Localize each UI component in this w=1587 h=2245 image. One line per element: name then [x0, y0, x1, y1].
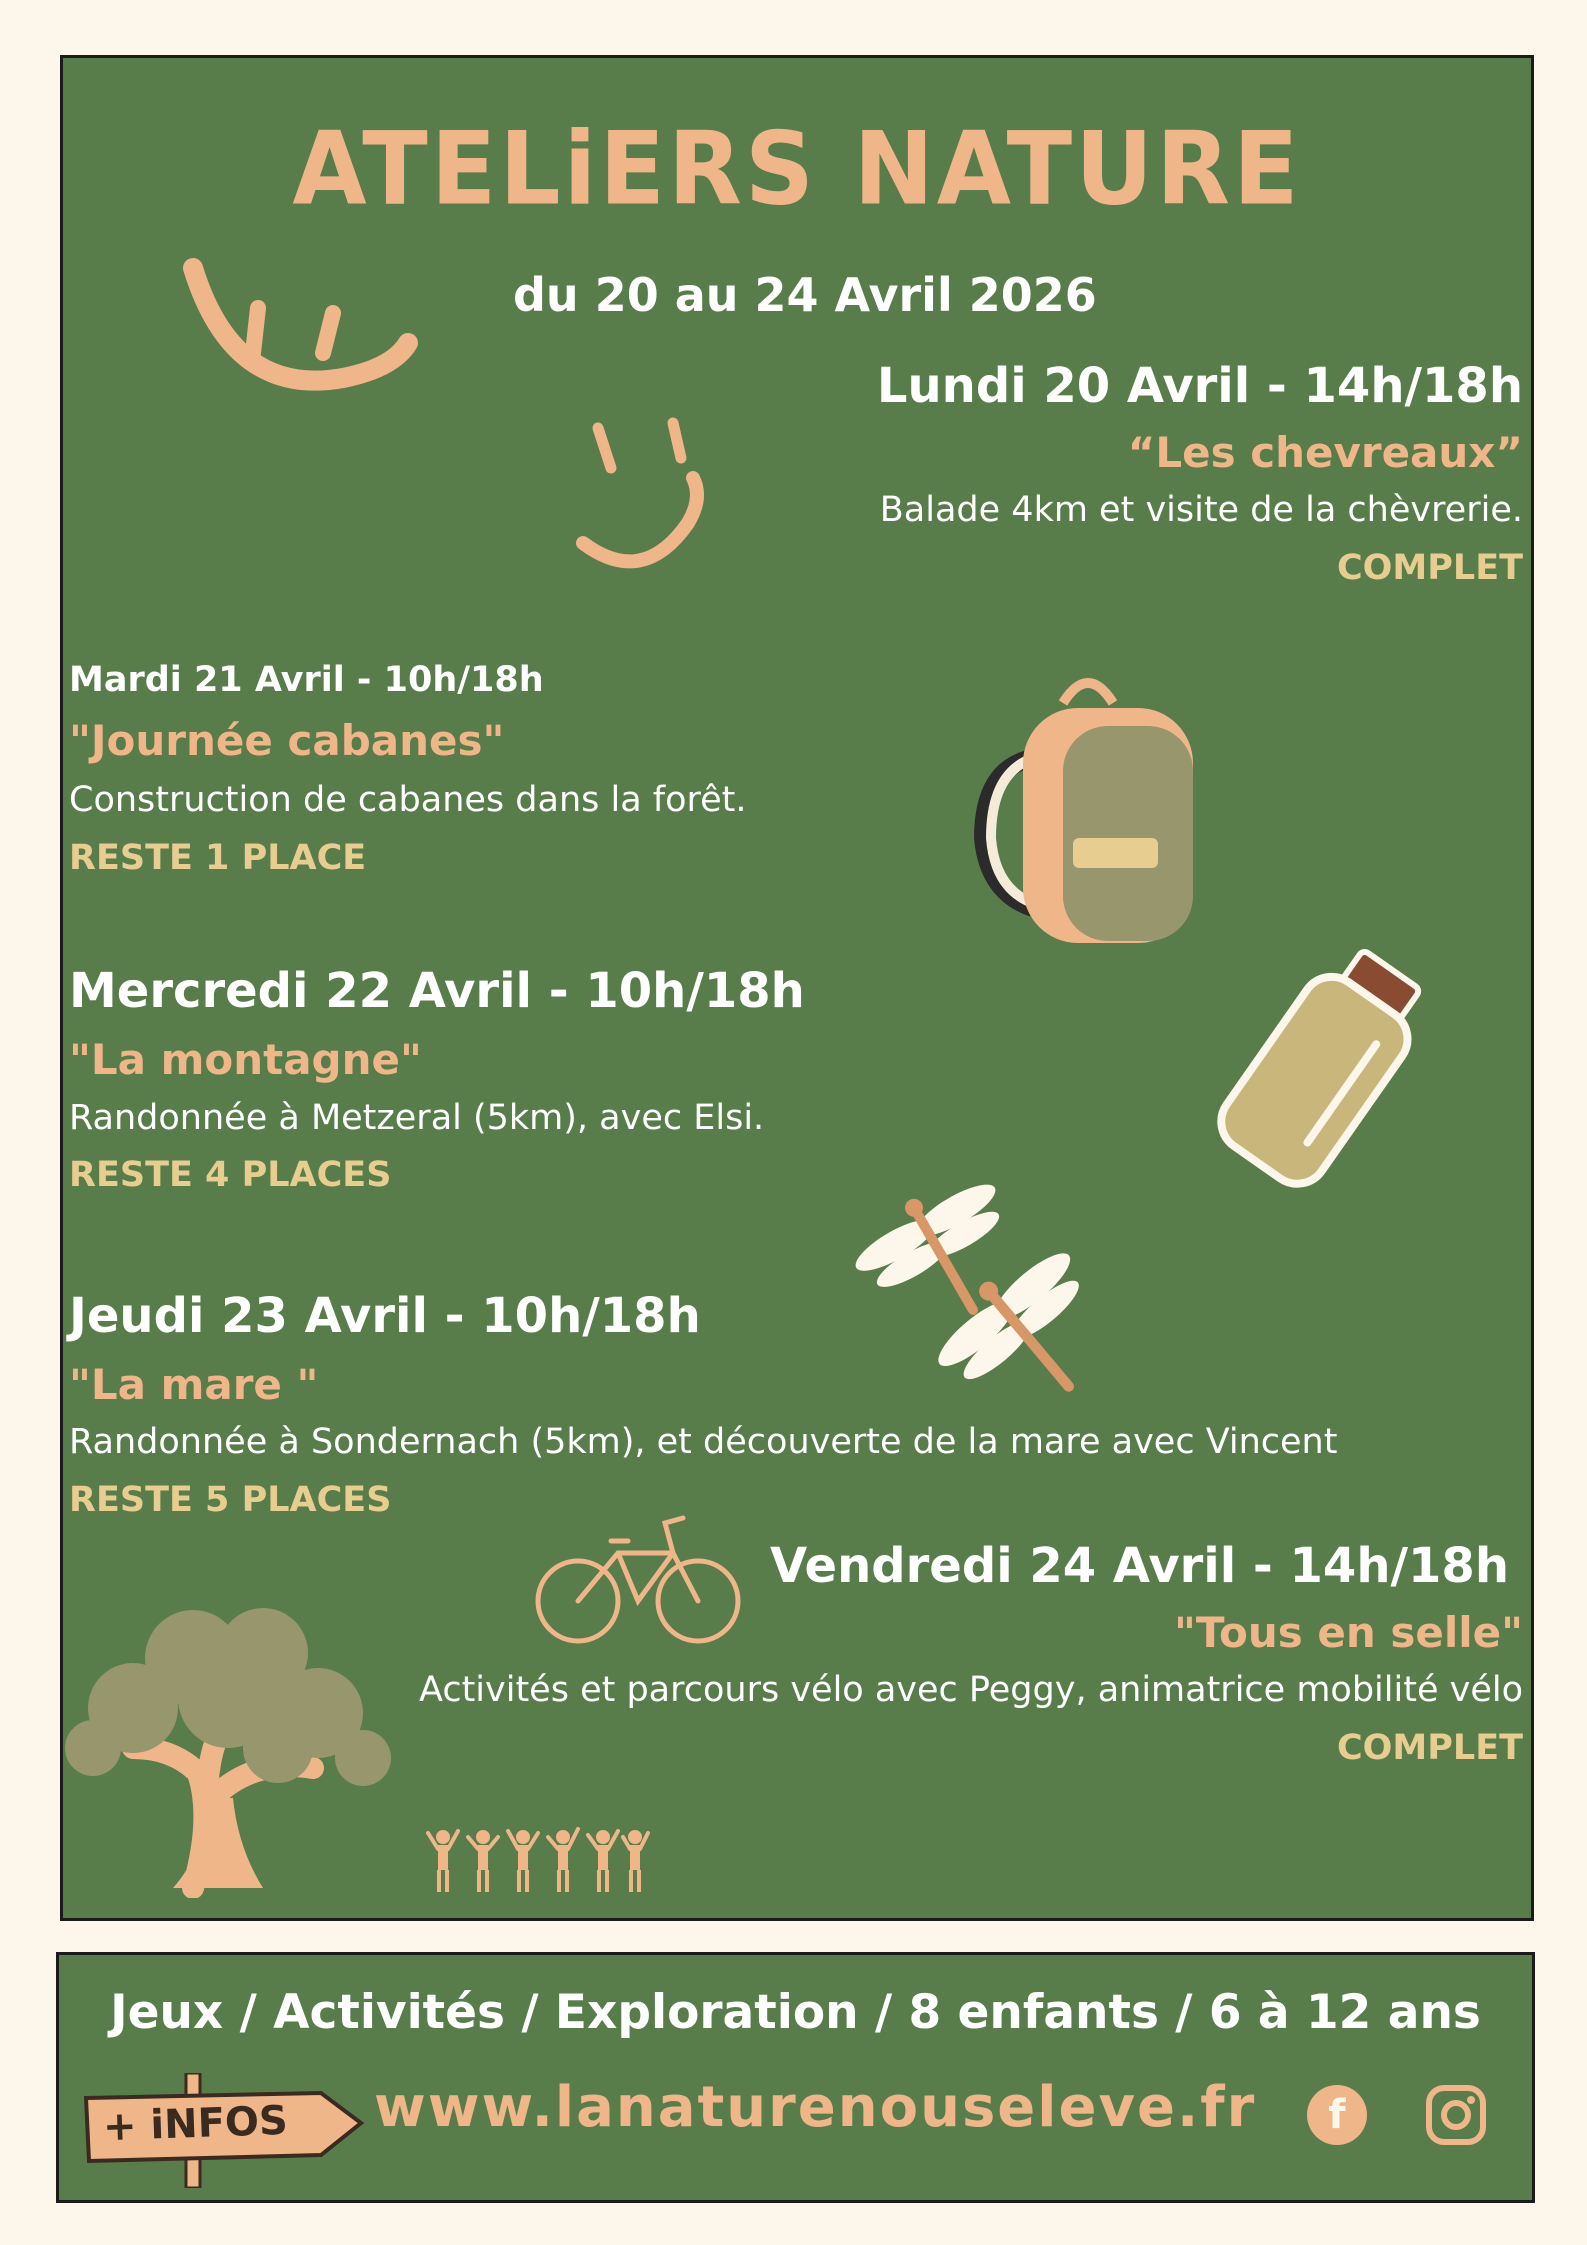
facebook-icon[interactable] — [1307, 2085, 1367, 2145]
bicycle-icon — [533, 1513, 743, 1648]
instagram-icon[interactable] — [1424, 2083, 1488, 2147]
event-description: Balade 4km et visite de la chèvrerie. — [879, 490, 1523, 530]
website-link[interactable]: www.lanaturenouseleve.fr — [374, 2075, 1257, 2140]
tree-icon — [63, 1598, 403, 1898]
event-activity: "Journée cabanes" — [69, 716, 505, 765]
event-description: Construction de cabanes dans la forêt. — [69, 780, 747, 820]
event-description: Randonnée à Sondernach (5km), et découverte de la mare avec Vincent — [69, 1422, 1338, 1462]
event-activity: "La montagne" — [69, 1035, 422, 1084]
program-panel — [60, 55, 1534, 1921]
event-activity: "Tous en selle" — [1174, 1608, 1523, 1657]
event-status: RESTE 5 PLACES — [69, 1480, 392, 1520]
event-activity: "La mare " — [69, 1360, 319, 1409]
footer-tagline: Jeux / Activités / Exploration / 8 enfants / 6 à 12 ans — [110, 1985, 1481, 2040]
event-day: Mardi 21 Avril - 10h/18h — [69, 660, 544, 700]
event-day: Lundi 20 Avril - 14h/18h — [876, 358, 1523, 414]
signpost-icon[interactable] — [81, 2073, 371, 2188]
smiley-icon — [513, 413, 743, 573]
facebook-glyph: f — [1328, 2092, 1346, 2138]
event-description: Randonnée à Metzeral (5km), avec Elsi. — [69, 1098, 765, 1138]
event-activity: “Les chevreaux” — [1127, 428, 1523, 477]
bottle-icon — [1203, 938, 1443, 1198]
event-status: COMPLET — [1336, 548, 1523, 588]
event-day: Mercredi 22 Avril - 10h/18h — [69, 963, 805, 1019]
event-status: RESTE 1 PLACE — [69, 838, 367, 878]
event-status: RESTE 4 PLACES — [69, 1155, 392, 1195]
event-status: COMPLET — [1336, 1728, 1523, 1768]
event-day: Jeudi 23 Avril - 10h/18h — [69, 1288, 701, 1344]
children-icon — [423, 1823, 653, 1898]
date-range: du 20 au 24 Avril 2026 — [513, 268, 1097, 322]
event-description: Activités et parcours vélo avec Peggy, animatrice mobilité vélo — [419, 1670, 1523, 1710]
dragonfly-icon — [933, 1253, 1123, 1423]
signpost-label: + iNFOS — [102, 2097, 289, 2151]
backpack-icon — [963, 668, 1243, 968]
smiley-icon — [173, 238, 503, 408]
footer-panel — [56, 1952, 1535, 2203]
page-title: ATELiERS NATURE — [292, 110, 1302, 228]
event-day: Vendredi 24 Avril - 14h/18h — [770, 1538, 1509, 1594]
